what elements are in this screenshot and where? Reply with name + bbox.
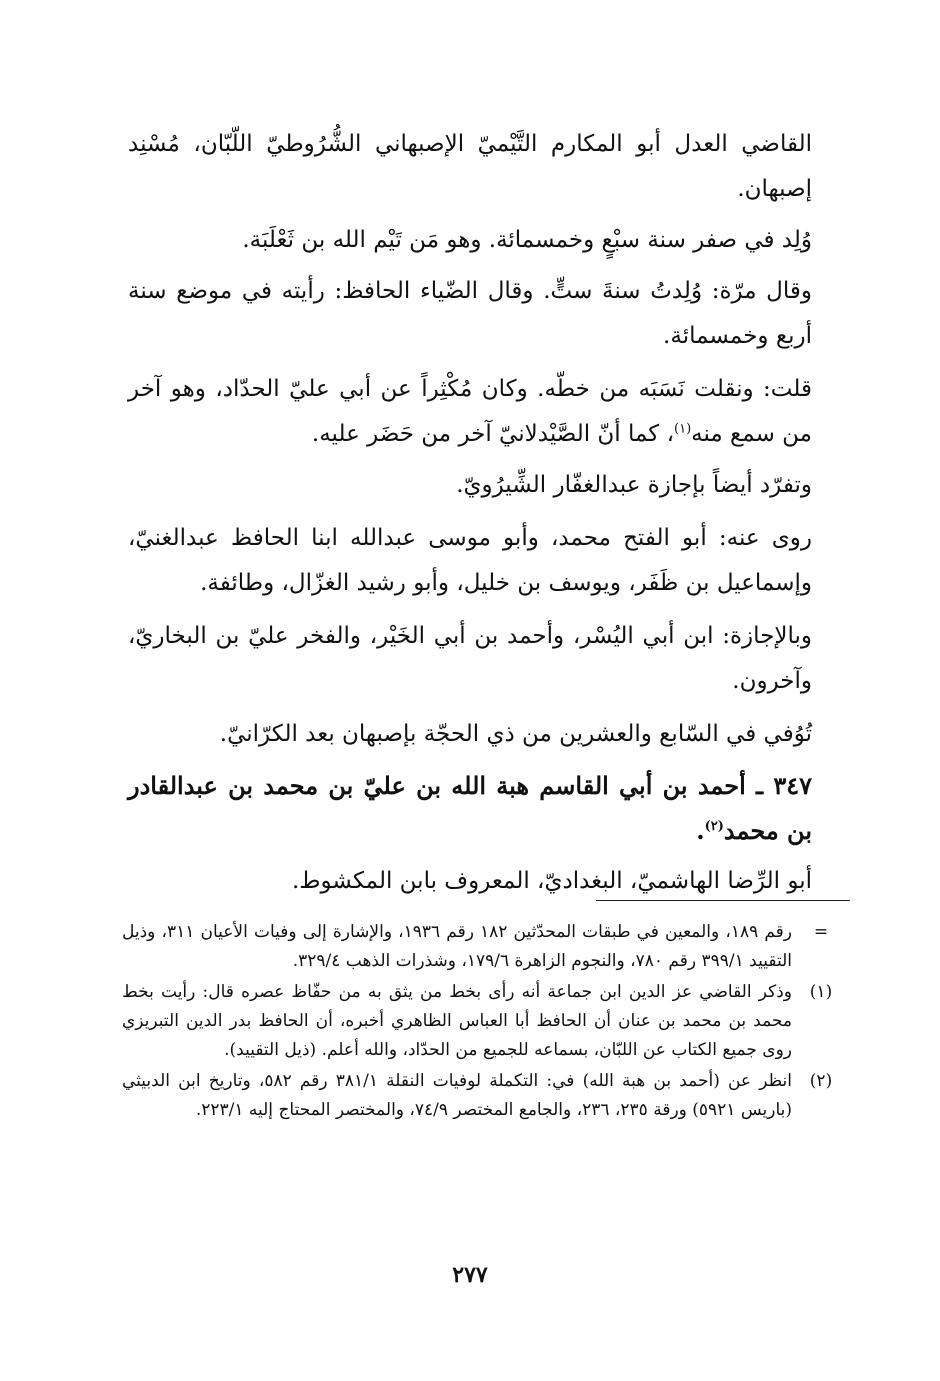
entry-heading-text: ٣٤٧ ـ أحمد بن أبي القاسم هبة الله بن عليّ بن محمد بن عبدالقادر بن محمد xyxy=(128,771,812,845)
entry-heading-end: . xyxy=(696,816,705,845)
paragraph-4-text-b: ، كما أنّ الصَّيْدلانيّ آخر من حَضَر عليه. xyxy=(311,421,674,447)
footnotes xyxy=(122,918,850,1127)
paragraph-6: روى عنه: أبو الفتح محمد، وأبو موسى عبدالله ابنا الحافظ عبدالغنيّ، وإسماعيل بن ظَفَر، ويوسف بن خليل، وأبو رشيد الغزّال، وطائفة. xyxy=(128,525,812,596)
paragraph-9: أبو الرِّضا الهاشميّ، البغداديّ، المعروف بابن المكشوط. xyxy=(291,868,812,894)
footnote-2 xyxy=(122,1067,850,1125)
footnote-text: وذكر القاضي عز الدين ابن جماعة أنه رأى بخط من يثق به من حفّاظ عصره قال: رأيت بخط محمد بن محمد بن عنان أن الحافظ أبا العباس الظاهري أخبره، أن الحافظ بدر الدين التبريزي روى جميع الكتاب عن اللبّان، بسماعه للجميع من الحدّاد، والله أعلم. (ذيل التقييد). xyxy=(122,982,792,1060)
paragraph-2: وُلِد في صفر سنة سبْعٍ وخمسمائة. وهو مَن تَيْم الله بن ثَعْلَبَة. xyxy=(242,227,812,253)
footnote-continued xyxy=(122,918,850,976)
paragraph-1: القاضي العدل أبو المكارم التَّيْميّ الإصبهاني الشُّرُوطيّ اللّبّان، مُسْنِد إصبهان. xyxy=(128,131,812,202)
footnote-text: انظر عن (أحمد بن هبة الله) في: التكملة لوفيات النقلة ٣٨١/١ رقم ٥٨٢، وتاريخ ابن الدبيثي (باريس ٥٩٢١) ورقة ٢٣٥، ٢٣٦، والجامع المختصر ٧٤/٩، والمختصر المحتاج إليه ٢٢٣/١. xyxy=(122,1071,792,1120)
paragraph-8: تُوُفي في السّابع والعشرين من ذي الحجّة بإصبهان بعد الكرّانيّ. xyxy=(219,721,812,747)
paragraph-4 xyxy=(128,367,812,457)
paragraph-3: وقال مرّة: وُلِدتُ سنةَ ستٍّ. وقال الضّياء الحافظ: رأيته في موضع سنة أربع وخمسمائة. xyxy=(128,278,812,349)
footnote-marker: (١) xyxy=(809,982,833,1002)
entry-heading xyxy=(128,763,812,853)
main-text xyxy=(128,122,812,910)
footnote-1 xyxy=(122,978,850,1065)
footnote-text: رقم ١٨٩، والمعين في طبقات المحدّثين ١٨٢ رقم ١٩٣٦، والإشارة إلى وفيات الأعيان ٣١١، وذيل التقييد ٣٩٩/١ رقم ٧٨٠، والنجوم الزاهرة ١٧٩/٦، وشذرات الذهب ٣٢٩/٤. xyxy=(122,922,792,971)
footnote-ref-2: (٢) xyxy=(704,819,724,834)
paragraph-4-text-a: قلت: ونقلت نَسَبَه من خطّه. وكان مُكْثِراً عن أبي عليّ الحدّاد، وهو آخر من سمع منه xyxy=(128,376,812,447)
paragraph-7: وبالإجازة: ابن أبي اليُسْر، وأحمد بن أبي الخَيْر، والفخر عليّ بن البخاريّ، وآخرون. xyxy=(128,623,812,694)
footnote-separator xyxy=(596,900,850,901)
footnote-ref-1: (١) xyxy=(674,421,692,437)
paragraph-5: وتفرّد أيضاً بإجازة عبدالغفّار الشِّيرُويّ. xyxy=(456,472,812,498)
footnote-marker: = xyxy=(813,922,829,942)
page-number: ٢٧٧ xyxy=(452,1262,488,1288)
footnote-marker: (٢) xyxy=(809,1071,833,1091)
